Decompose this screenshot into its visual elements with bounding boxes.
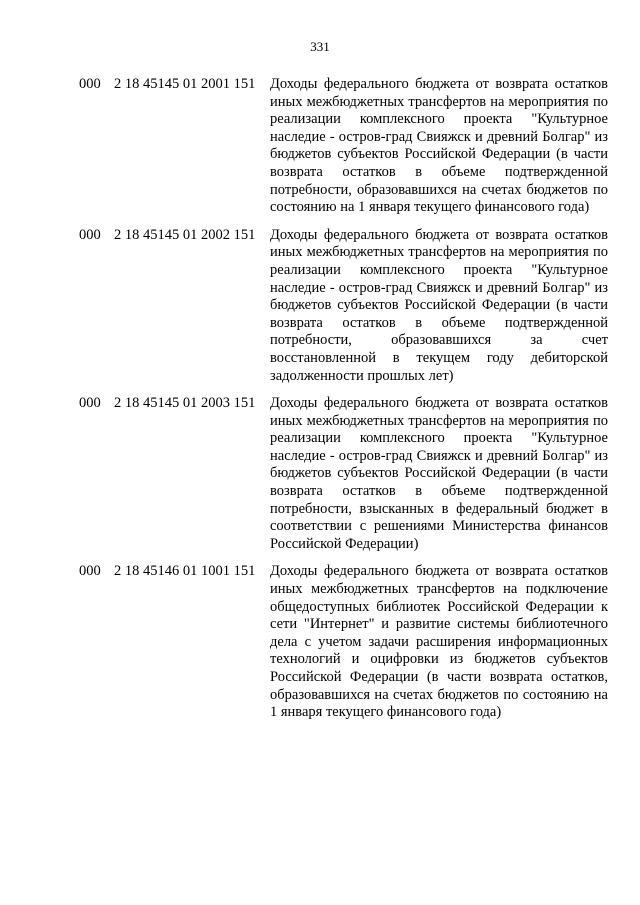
budget-classification-code: 2 18 45145 01 2003 151 — [114, 395, 256, 412]
revenue-description: Доходы федерального бюджета от возврата остатков иных межбюджетных трансфертов на мероприятия по реализации комплексного проекта "Культурное наследие - остров-град Свияжск и древний Болгар" из бюджетов субъектов Российской Федерации (в части возврата остатков в объеме подтвержденной потребности, взысканных в федеральный бюджет в соответствии с решениями Министерства финансов Российской Федерации) — [270, 395, 608, 552]
revenue-description: Доходы федерального бюджета от возврата остатков иных межбюджетных трансфертов на мероприятия по реализации комплексного проекта "Культурное наследие - остров-град Свияжск и древний Болгар" из бюджетов субъектов Российской Федерации (в части возврата остатков в объеме подтвержденной потребности, образовавшихся за счет восстановленной в текущем году дебиторской задолженности прошлых лет) — [270, 226, 608, 384]
admin-code: 000 — [79, 563, 101, 580]
budget-classification-code: 2 18 45145 01 2002 151 — [114, 226, 256, 243]
budget-classification-code: 2 18 45146 01 1001 151 — [114, 563, 256, 580]
admin-code: 000 — [79, 226, 101, 243]
table-row — [79, 563, 610, 721]
revenue-description: Доходы федерального бюджета от возврата остатков иных межбюджетных трансфертов на мероприятия по реализации комплексного проекта "Культурное наследие - остров-град Свияжск и древний Болгар" из бюджетов субъектов Российской Федерации (в части возврата остатков в объеме подтвержденной потребности, образовавшихся на счетах бюджетов по состоянию на 1 января текущего финансового года) — [270, 76, 608, 216]
budget-classification-code: 2 18 45145 01 2001 151 — [114, 76, 256, 92]
table-row — [79, 227, 610, 385]
admin-code: 000 — [79, 76, 101, 92]
revenue-description: Доходы федерального бюджета от возврата остатков иных межбюджетных трансфертов на подключение общедоступных библиотек Российской Федерации к сети "Интернет" и развитие системы библиотечного дела с учетом задачи расширения информационных технологий и оцифровки из бюджетов субъектов Российской Федерации (в части возврата остатков, образовавшихся на счетах бюджетов по состоянию на 1 января текущего финансового года) — [270, 563, 608, 721]
budget-code-table — [79, 76, 610, 732]
table-row — [79, 76, 610, 217]
page-number: 331 — [310, 39, 330, 54]
table-row — [79, 395, 610, 553]
admin-code: 000 — [79, 395, 101, 412]
